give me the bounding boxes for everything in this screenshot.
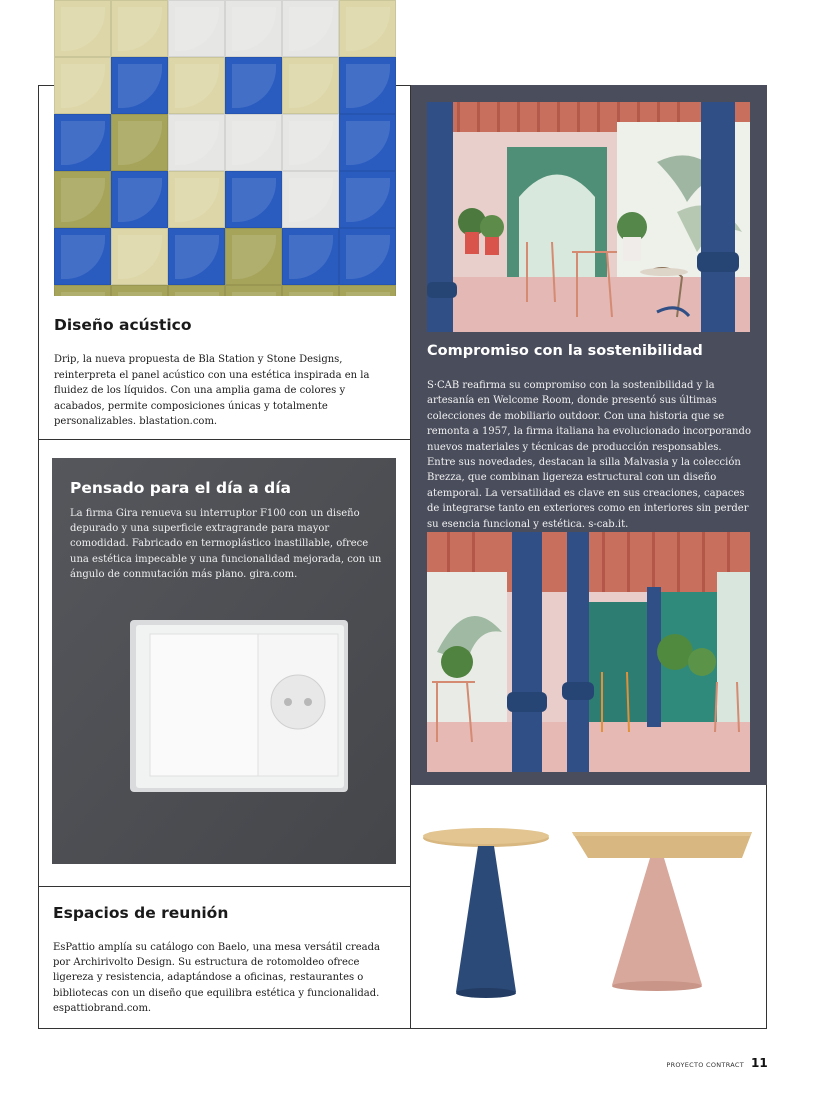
acoustic-tile	[339, 114, 396, 171]
acoustic-tile	[225, 114, 282, 171]
gira-title: Pensado para el día a día	[70, 479, 291, 497]
acoustic-tile	[168, 228, 225, 285]
acoustic-panel-image	[54, 0, 396, 296]
acoustic-tile	[54, 228, 111, 285]
acoustic-tile	[111, 171, 168, 228]
sustainability-title: Compromiso con la sostenibilidad	[427, 343, 703, 359]
frame-line	[38, 886, 410, 887]
acoustic-tile	[225, 57, 282, 114]
acoustic-tile	[111, 0, 168, 57]
acoustic-title: Diseño acústico	[54, 316, 192, 334]
footer-brand: PROYECTO CONTRACT	[666, 1061, 744, 1069]
frame-line	[38, 1028, 767, 1029]
acoustic-tile	[339, 57, 396, 114]
sustainability-body: S·CAB reafirma su compromiso con la sostenibilidad y la artesanía en Welcome Room, donde presentó sus últimas colecciones de mobiliario outdoor. Con una historia que se remonta a 1957, la firma italiana ha evolucionado incorporando nuevos materiales y técnicas de producción responsables. Entre sus novedades, destacan la silla Malvasia y la colección Brezza, que combinan ligereza estructural con un diseño atemporal. La versatilidad es clave en sus creaciones, capaces de integrarse tanto en exteriores como en interiores sin perder su esencia funcional y estética. s-cab.it.	[427, 380, 751, 530]
acoustic-tile	[282, 285, 339, 296]
acoustic-tile	[54, 0, 111, 57]
frame-line	[766, 785, 767, 1029]
espacios-title: Espacios de reunión	[53, 904, 229, 922]
tables-illustration	[412, 800, 766, 1015]
acoustic-tile	[339, 0, 396, 57]
acoustic-body: Drip, la nueva propuesta de Bla Station y Stone Designs, reinterpreta el panel acústico con una estética inspirada en la fluidez de los líquidos. Con una amplia gama de colores y acabados, permite composiciones únicas y totalmente personalizables. blastation.com.	[54, 354, 370, 427]
frame-line	[38, 439, 410, 440]
espacios-body: EsPattio amplía su catálogo con Baelo, una mesa versátil creada por Archirivolto Design. Su estructura de rotomoldeo ofrece ligereza y resistencia, adaptándose a oficinas, restaurantes o bibliotecas con un diseño que equilibra estética y funcionalidad. espattiobrand.com.	[53, 942, 381, 1014]
acoustic-tile	[225, 285, 282, 296]
acoustic-tile	[282, 57, 339, 114]
acoustic-tile	[225, 0, 282, 57]
frame-line	[38, 85, 54, 86]
acoustic-tile	[168, 171, 225, 228]
acoustic-tile	[168, 0, 225, 57]
gira-body: La firma Gira renueva su interruptor F100 con un diseño depurado y una superficie extragrande para mayor comodidad. Fabricado en termoplástico inastillable, ofrece una estética impecable y una funcionalidad mejorada, con un ángulo de conmutación más plano. gira.com.	[70, 508, 382, 580]
acoustic-tile	[168, 285, 225, 296]
acoustic-tile	[282, 228, 339, 285]
acoustic-tile	[339, 171, 396, 228]
frame-line	[38, 85, 39, 1029]
tile-grid	[54, 0, 396, 296]
page-number: 11	[751, 1056, 768, 1070]
acoustic-tile	[282, 171, 339, 228]
acoustic-tile	[111, 57, 168, 114]
acoustic-tile	[54, 114, 111, 171]
showroom-illustration	[427, 532, 750, 772]
baelo-tables-image	[412, 800, 766, 1015]
scab-showroom-photo-bottom	[427, 532, 750, 772]
acoustic-tile	[168, 57, 225, 114]
frame-line	[396, 85, 411, 86]
acoustic-tile	[54, 171, 111, 228]
showroom-illustration	[427, 102, 750, 332]
acoustic-tile	[111, 114, 168, 171]
acoustic-tile	[225, 228, 282, 285]
acoustic-tile	[168, 114, 225, 171]
acoustic-tile	[282, 114, 339, 171]
scab-showroom-photo-top	[427, 102, 750, 332]
acoustic-tile	[282, 0, 339, 57]
acoustic-tile	[339, 228, 396, 285]
acoustic-tile	[111, 228, 168, 285]
acoustic-tile	[111, 285, 168, 296]
acoustic-tile	[339, 285, 396, 296]
acoustic-tile	[54, 285, 111, 296]
acoustic-tile	[225, 171, 282, 228]
acoustic-tile	[54, 57, 111, 114]
